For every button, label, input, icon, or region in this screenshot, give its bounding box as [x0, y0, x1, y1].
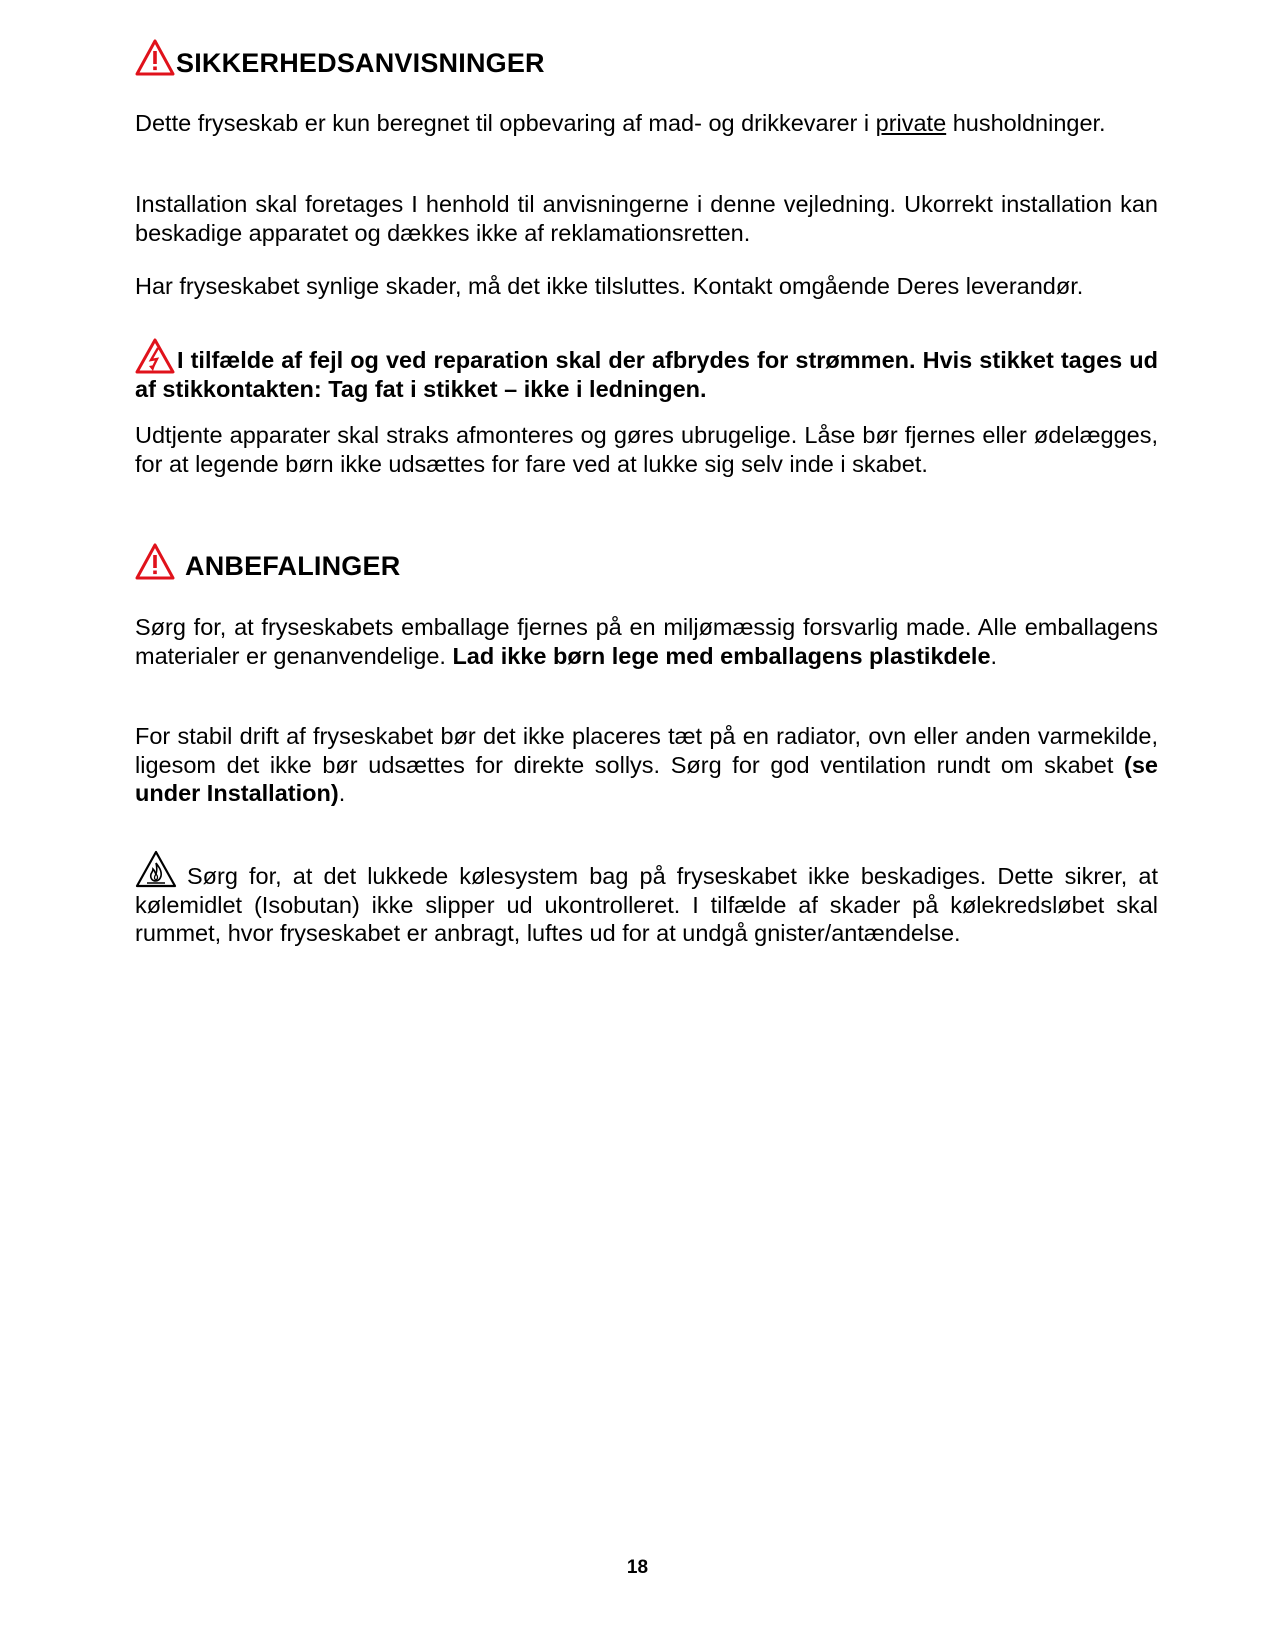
paragraph-text: husholdninger.: [952, 110, 1106, 136]
warning-triangle-icon: [135, 543, 175, 580]
paragraph-damage: Har fryseskabet synlige skader, må det ikke tilsluttes. Kontakt omgående Deres leverandør.: [135, 273, 1084, 299]
section-heading-recommendations: [135, 541, 400, 582]
flammable-hazard-icon: [135, 850, 177, 888]
underlined-word: private: [875, 110, 947, 136]
paragraph-text: Sørg for, at det lukkede kølesystem bag på fryseskabet ikke beskadiges. Dette sikrer, at kølemidlet (Isobutan) ikke slipper ud ukontrolleret. I tilfælde af skader på kølekredsløbet skal rummet, hvor fryseskabet er anbragt, luftes ud for at undgå gnister/antændelse.: [135, 863, 1158, 947]
paragraph-refrigerant: [135, 850, 1158, 948]
paragraph-packaging: [135, 613, 1158, 670]
paragraph-text: Sørg for, at fryseskabets emballage fjernes på en miljømæssig forsvarlig made. Alle emballagens materialer er genanvendelige.: [135, 614, 1158, 669]
page-number: 18: [626, 1557, 649, 1578]
section-title: SIKKERHEDSANVISNINGER: [176, 48, 545, 78]
section-heading-safety: [135, 36, 545, 79]
section-title: ANBEFALINGER: [185, 551, 401, 581]
electrical-hazard-icon: [135, 338, 175, 374]
paragraph-intended-use: [135, 109, 1158, 138]
punctuation: .: [990, 642, 998, 669]
paragraph-placement: [135, 722, 1158, 808]
paragraph-electric-warning: [135, 338, 1158, 403]
paragraph-text: Dette fryseskab er kun beregnet til opbevaring af mad- og drikkevarer i: [135, 110, 876, 136]
paragraph-text: For stabil drift af fryseskabet bør det ikke placeres tæt på en radiator, ovn eller anden varmekilde, ligesom det ikke bør udsættes for direkte sollys. Sørg for god ventilation rundt om skabet: [135, 723, 1158, 778]
paragraph-installation: Installation skal foretages I henhold til anvisningerne i denne vejledning. Ukorrekt installation kan beskadige apparatet og dækkes ikke af reklamationsretten.: [135, 191, 1158, 246]
paragraph-disposal: Udtjente apparater skal straks afmonteres og gøres ubrugelige. Låse bør fjernes eller ødelægges, for at legende børn ikke udsættes for fare ved at lukke sig selv inde i skabet.: [135, 422, 1158, 477]
bold-text: (se under Installation): [135, 751, 1158, 807]
bold-warning-text: I tilfælde af fejl og ved reparation skal der afbrydes for strømmen. Hvis stikket tages ud af stikkontakten: Tag fat i stikket – ikke i ledningen.: [135, 347, 1158, 402]
warning-triangle-icon: [135, 39, 175, 76]
punctuation: .: [338, 780, 346, 807]
bold-text: Lad ikke børn lege med emballagens plastikdele: [452, 642, 991, 669]
